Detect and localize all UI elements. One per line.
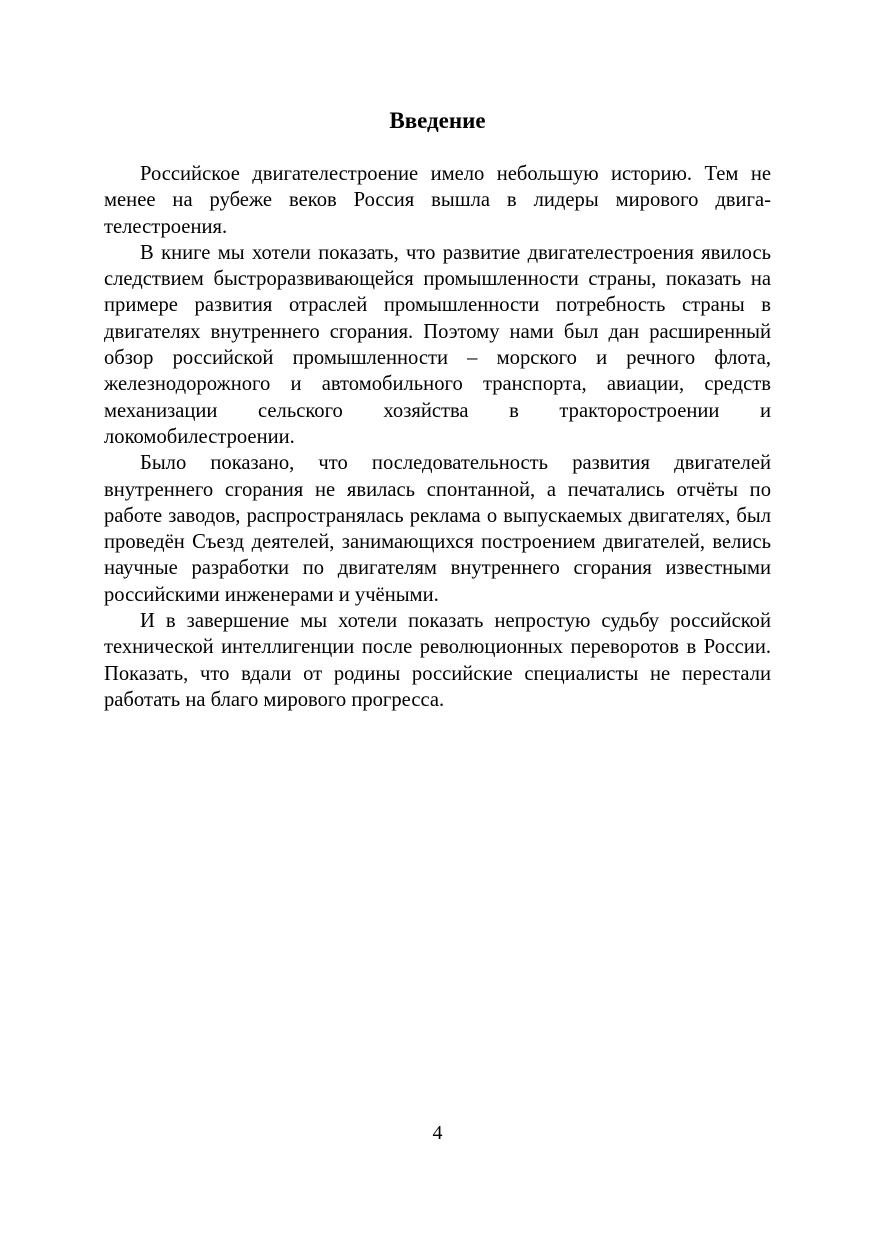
page-title: Введение bbox=[389, 108, 486, 133]
body-text bbox=[104, 161, 771, 713]
paragraph-book-goal: В книге мы хотели показать, что развитие двигателестроения явилось следствием быстроразвивающейся промышленности страны, показать на примере развития отраслей промышленности потребность страны в двигателях внутреннего сгорания. Поэтому нами был дан расширенный обзор российской промышленности – морского и речного флота, железнодорожного и автомобильного транспорта, авиации, средств механизации сельского хозяйства в тракторостроении и локомобилестроении. bbox=[104, 241, 771, 448]
page-number: 4 bbox=[432, 1122, 443, 1144]
paragraph-development: Было показано, что последовательность развития двигателей внутреннего сгорания не явилась спонтанной, а печатались отчёты по работе заводов, распространялась реклама о выпускаемых двигателях, был проведён Съезд деятелей, занимающихся построением двигателей, велись научные разработки по двигателям внутреннего сгорания известными российскими инженерами и учёными. bbox=[104, 452, 771, 606]
paragraph-conclusion: И в завершение мы хотели показать непростую судьбу российской технической интеллигенции после революционных переворотов в России. Показать, что вдали от родины российские специалисты не перестали работать на благо мирового прогресса. bbox=[104, 610, 771, 711]
paragraph-intro: Российское двигателестроение имело небольшую историю. Тем не менее на рубеже веков Россия вышла в лидеры мирового двигателестроения. bbox=[104, 163, 771, 238]
